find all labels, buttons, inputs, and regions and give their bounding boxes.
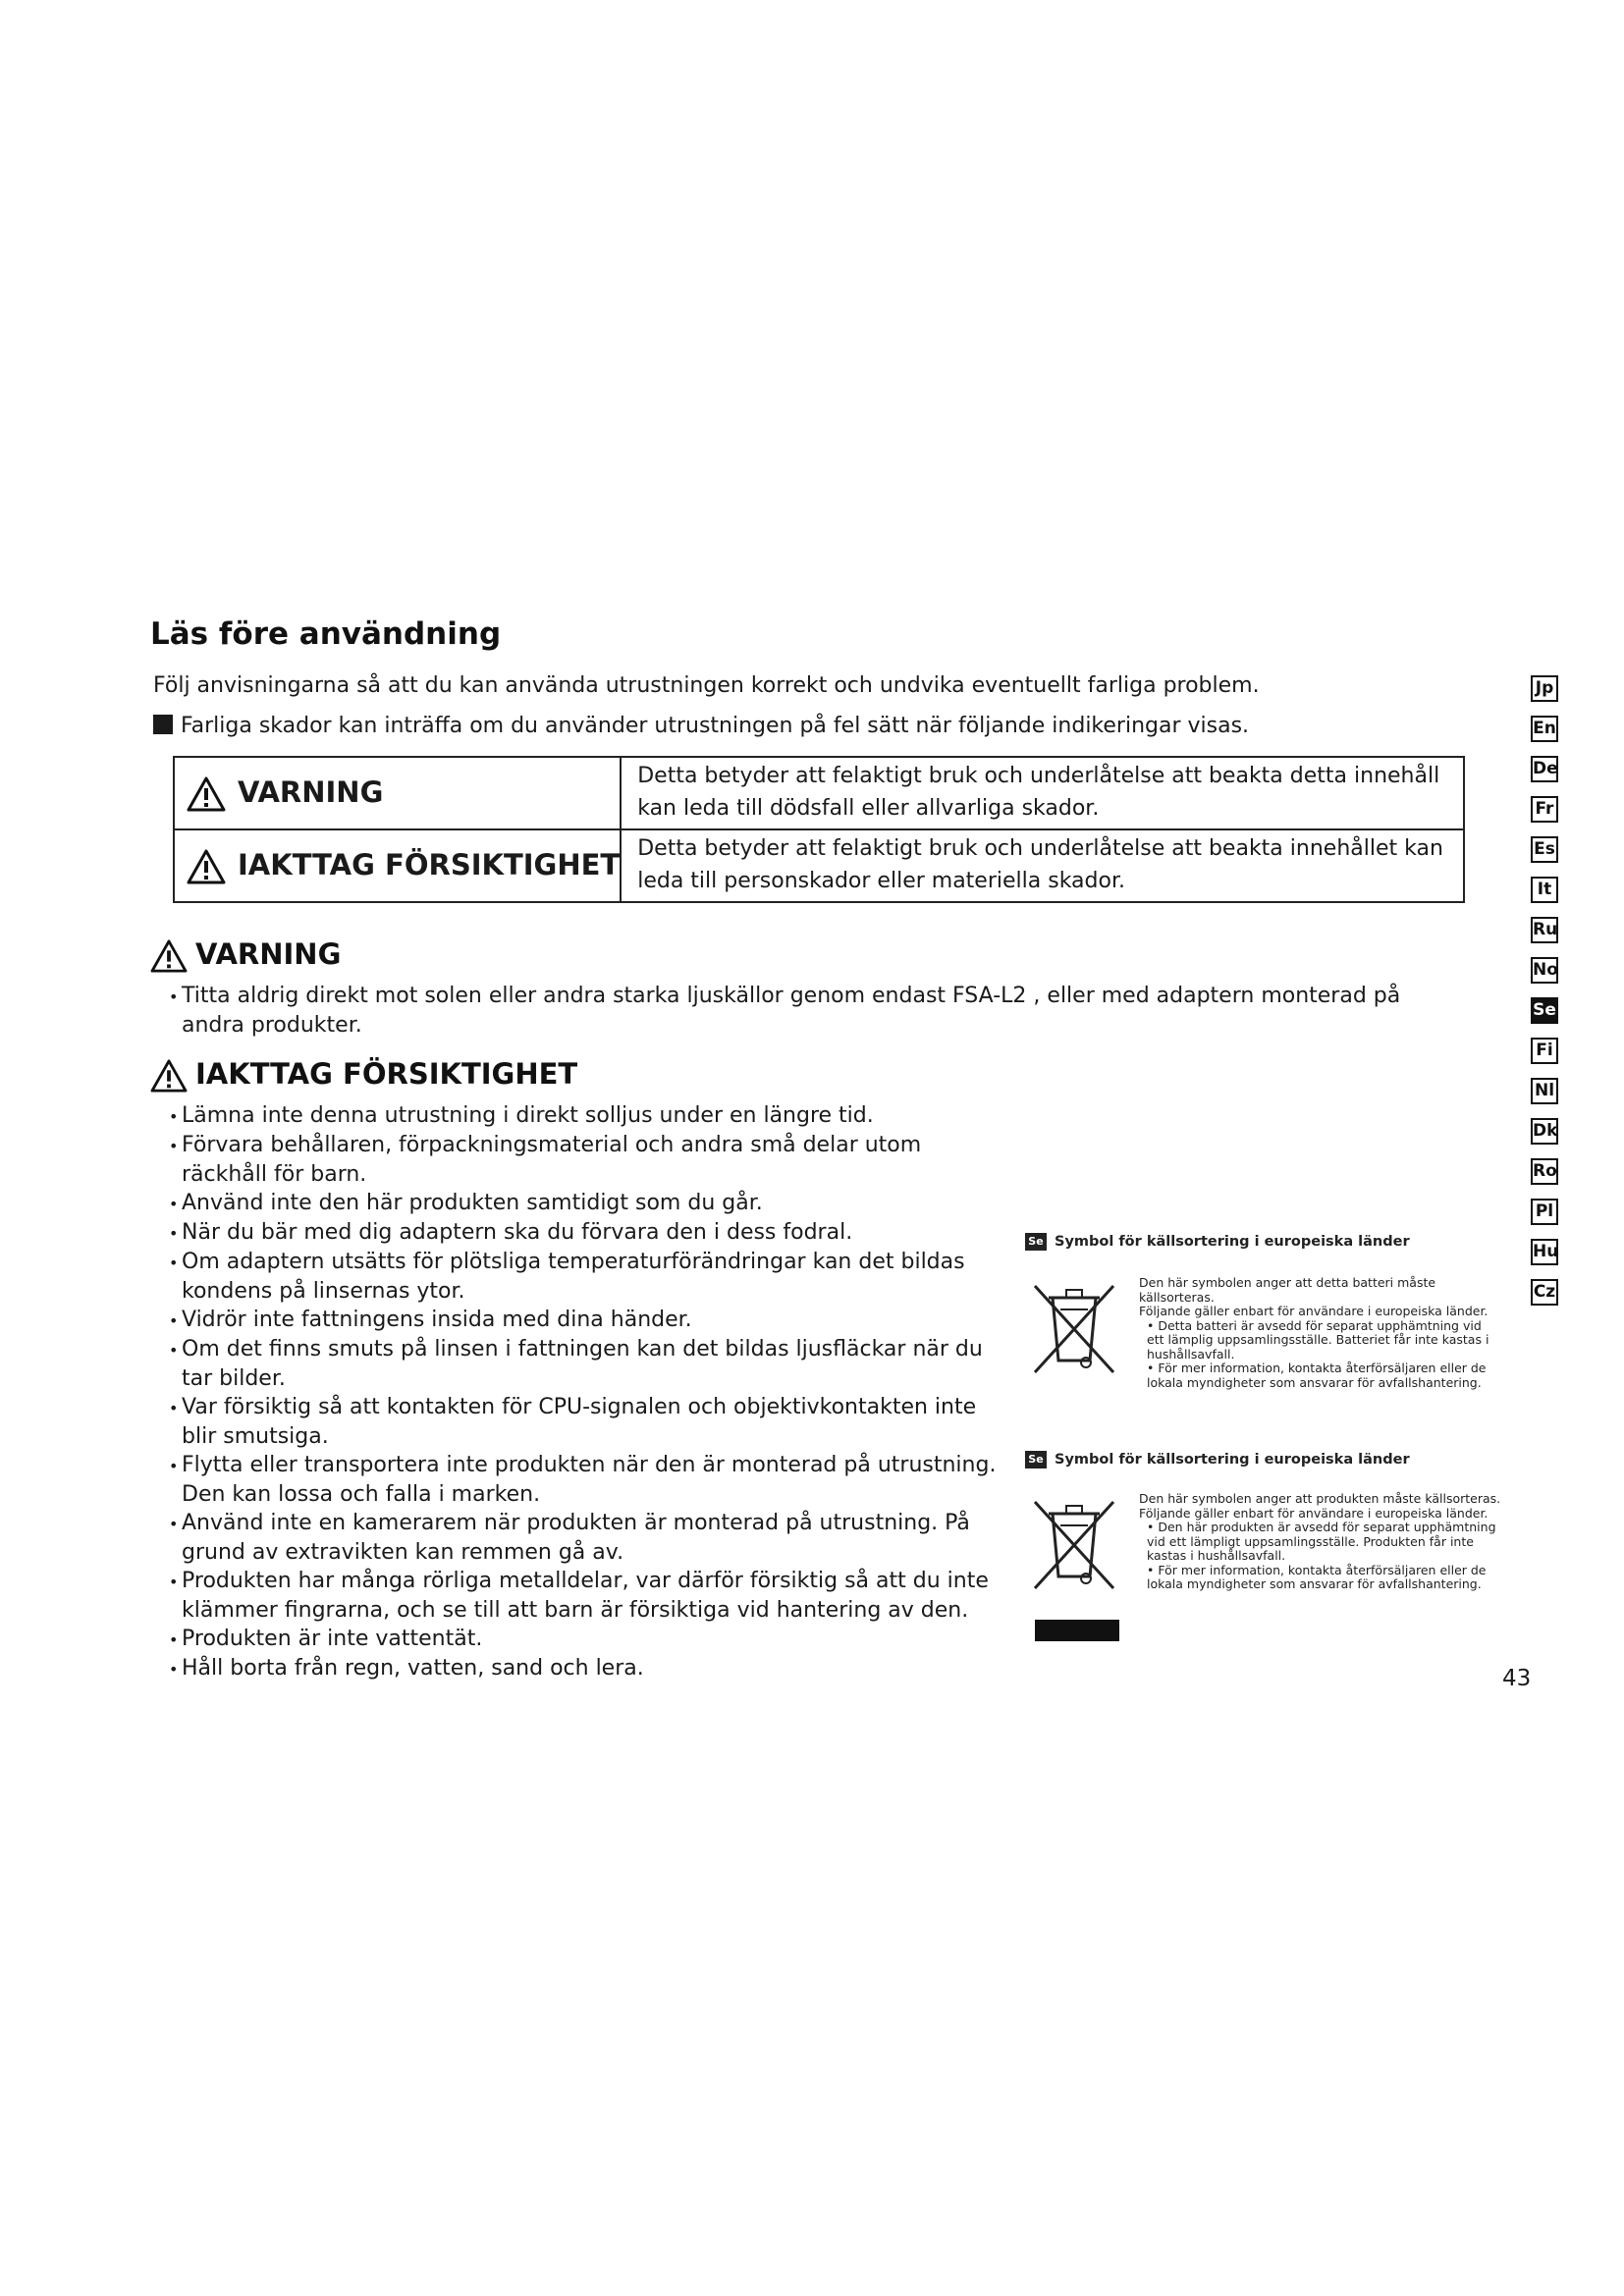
recycling-line: Följande gäller enbart för användare i europeiska länder. <box>1139 1304 1489 1318</box>
language-tab-fr[interactable]: Fr <box>1531 796 1558 823</box>
list-item: • Använd inte den här produkten samtidigt som du går. <box>169 1189 1013 1218</box>
recycling-heading <box>1025 1233 1496 1251</box>
language-tab-dk[interactable]: Dk <box>1531 1118 1558 1145</box>
warning-triangle-icon <box>150 1059 188 1093</box>
list-item: • Produkten har många rörliga metalldelar, var därför försiktig så att du inte klämmer fingrarna, och se till att barn är försiktiga vid hantering av den. <box>169 1567 1013 1625</box>
language-tab-en[interactable]: En <box>1531 716 1558 742</box>
signal-cell-caution <box>174 829 621 902</box>
recycling-notice-product <box>1025 1451 1501 1647</box>
language-tab-nl[interactable]: Nl <box>1531 1078 1558 1104</box>
list-item: • Lämna inte denna utrustning i direkt solljus under en längre tid. <box>169 1101 1013 1131</box>
list-item: • Om det finns smuts på linsen i fattningen kan det bildas ljusfläckar när du tar bilder. <box>169 1335 1013 1393</box>
caution-heading-label: IAKTTAG FÖRSIKTIGHET <box>195 1057 578 1091</box>
intro-text: Följ anvisningarna så att du kan använda utrustningen korrekt och undvika eventuellt farliga problem. <box>153 673 1260 698</box>
notice-text <box>153 714 1249 738</box>
recycling-heading <box>1025 1451 1496 1468</box>
page-number: 43 <box>1502 1666 1532 1691</box>
recycling-body <box>1139 1492 1502 1592</box>
recycling-line: Den här symbolen anger att detta batteri måste källsorteras. <box>1139 1275 1436 1305</box>
list-item: • Flytta eller transportera inte produkten när den är monterad på utrustning. Den kan lossa och falla i marken. <box>169 1451 1013 1509</box>
list-item: • Om adaptern utsätts för plötsliga temperaturförändringar kan det bildas kondens på linsernas ytor. <box>169 1248 1013 1306</box>
recycling-bullet-text: För mer information, kontakta återförsäljaren eller de lokala myndigheter som ansvarar för avfallshantering. <box>1147 1361 1487 1390</box>
recycling-bullet-text: För mer information, kontakta återförsäljaren eller de lokala myndigheter som ansvarar för avfallshantering. <box>1147 1562 1487 1591</box>
language-tab-pl[interactable]: Pl <box>1531 1199 1558 1225</box>
crossed-bin-icon <box>1025 1278 1123 1376</box>
signal-word-table <box>173 756 1465 903</box>
recycling-bullet: • För mer information, kontakta återförsäljaren eller de lokala myndigheter som ansvarar för avfallshantering. <box>1147 1562 1487 1591</box>
recycling-heading-label: Symbol för källsortering i europeiska länder <box>1055 1452 1410 1468</box>
language-tab-es[interactable]: Es <box>1531 836 1558 863</box>
caution-heading <box>150 1057 577 1093</box>
list-item: • Produkten är inte vattentät. <box>169 1625 1013 1654</box>
table-row <box>174 829 1464 902</box>
language-badge: Se <box>1025 1233 1047 1251</box>
signal-label-caution: IAKTTAG FÖRSIKTIGHET <box>238 847 621 881</box>
language-tab-no[interactable]: No <box>1531 957 1558 984</box>
recycling-bullet: • Den här produkten är avsedd för separat upphämtning vid ett lämpligt uppsamlingsställe. Produkten får inte kastas i hushållsavfall. <box>1147 1520 1496 1563</box>
warning-triangle-icon <box>187 776 226 812</box>
recycling-bullet: • För mer information, kontakta återförsäljaren eller de lokala myndigheter som ansvarar för avfallshantering. <box>1147 1361 1487 1390</box>
recycling-notice-battery <box>1025 1233 1496 1429</box>
language-tab-jp[interactable]: Jp <box>1531 675 1558 702</box>
caution-list <box>169 1101 1013 1683</box>
square-bullet-icon <box>153 715 173 734</box>
language-tab-cz[interactable]: Cz <box>1531 1279 1558 1306</box>
list-item: • Håll borta från regn, vatten, sand och lera. <box>169 1654 1013 1683</box>
recycling-bullet: • Detta batteri är avsedd för separat upphämtning vid ett lämplig uppsamlingsställe. Batteriet får inte kastas i hushållsavfall. <box>1147 1317 1489 1362</box>
signal-label-warning: VARNING <box>238 774 384 809</box>
signal-description-warning: Detta betyder att felaktigt bruk och underlåtelse att beakta detta innehåll kan leda till dödsfall eller allvarliga skador. <box>621 757 1464 829</box>
recycling-line: Den här symbolen anger att produkten måste källsorteras. <box>1139 1491 1501 1506</box>
list-item: • Titta aldrig direkt mot solen eller andra starka ljuskällor genom endast FSA-L2 , eller med adaptern monterad på andra produkter. <box>169 982 1455 1040</box>
language-badge: Se <box>1025 1451 1047 1468</box>
language-tab-it[interactable]: It <box>1531 877 1558 903</box>
list-item: • När du bär med dig adaptern ska du förvara den i dess fodral. <box>169 1218 1013 1248</box>
language-tab-ru[interactable]: Ru <box>1531 917 1558 943</box>
signal-cell-warning <box>174 757 621 829</box>
language-tab-fi[interactable]: Fi <box>1531 1038 1558 1064</box>
warning-list <box>169 982 1455 1040</box>
recycling-bullet-text: Detta batteri är avsedd för separat upphämtning vid ett lämplig uppsamlingsställe. Batteriet får inte kastas i hushållsavfall. <box>1147 1317 1489 1362</box>
black-bar-symbol <box>1035 1620 1119 1641</box>
warning-heading-label: VARNING <box>195 937 342 971</box>
language-tabs <box>1531 675 1562 1319</box>
language-tab-hu[interactable]: Hu <box>1531 1239 1558 1265</box>
list-item: • Vidrör inte fattningens insida med dina händer. <box>169 1306 1013 1335</box>
recycling-line: Följande gäller enbart för användare i europeiska länder. <box>1139 1505 1489 1521</box>
signal-description-caution: Detta betyder att felaktigt bruk och underlåtelse att beakta innehållet kan leda till personskador eller materiella skador. <box>621 829 1464 902</box>
crossed-bin-icon <box>1025 1494 1123 1592</box>
list-item: • Använd inte en kamerarem när produkten är monterad på utrustning. På grund av extravikten kan remmen gå av. <box>169 1509 1013 1567</box>
table-row <box>174 757 1464 829</box>
warning-heading <box>150 937 341 973</box>
warning-triangle-icon <box>187 849 226 884</box>
list-item: • Förvara behållaren, förpackningsmaterial och andra små delar utom räckhåll för barn. <box>169 1131 1013 1189</box>
recycling-body <box>1139 1276 1502 1390</box>
recycling-bullet-text: Den här produkten är avsedd för separat upphämtning vid ett lämpligt uppsamlingsställe. Produkten får inte kastas i hushållsavfall. <box>1147 1520 1496 1563</box>
language-tab-de[interactable]: De <box>1531 756 1558 782</box>
page-title: Läs före användning <box>150 616 502 652</box>
recycling-heading-label: Symbol för källsortering i europeiska länder <box>1055 1234 1410 1250</box>
language-tab-ro[interactable]: Ro <box>1531 1158 1558 1185</box>
warning-triangle-icon <box>150 939 188 973</box>
language-tab-se[interactable]: Se <box>1531 997 1558 1024</box>
notice-label: Farliga skador kan inträffa om du använder utrustningen på fel sätt när följande indikeringar visas. <box>181 714 1250 738</box>
list-item: • Var försiktig så att kontakten för CPU-signalen och objektivkontakten inte blir smutsiga. <box>169 1393 1013 1451</box>
